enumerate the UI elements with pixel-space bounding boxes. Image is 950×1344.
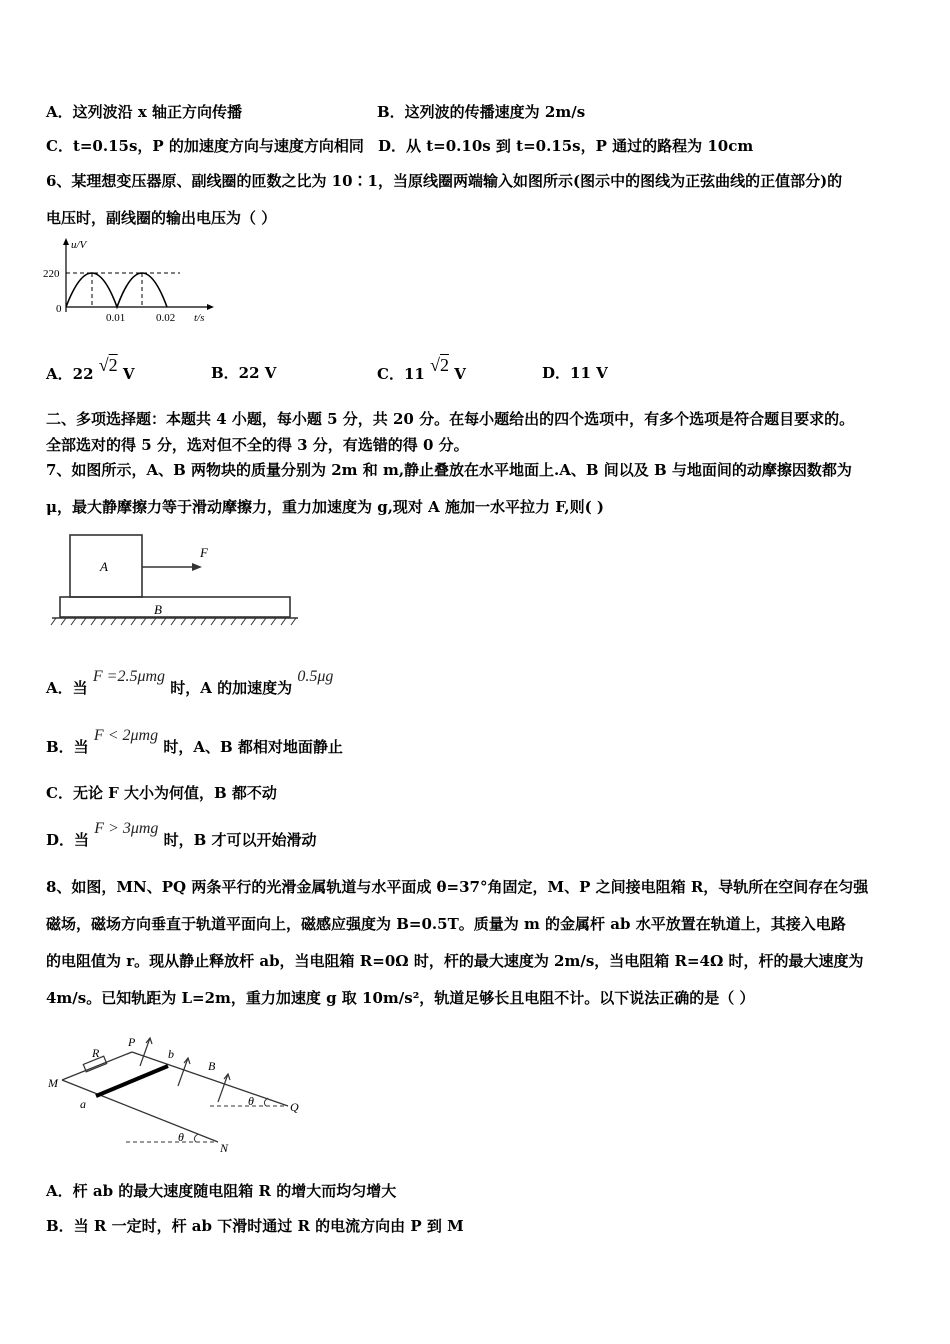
q5-option-b: B．这列波的传播速度为 2m/s bbox=[377, 103, 586, 121]
q8-rails-figure bbox=[40, 1030, 310, 1158]
q6-option-c-root: √2 bbox=[430, 355, 449, 375]
q6-option-b: B．22 V bbox=[211, 364, 277, 382]
q6-option-c bbox=[377, 355, 466, 384]
q6-option-c-unit: V bbox=[454, 365, 466, 383]
q7-option-d-formula: F > 3μmg bbox=[94, 820, 159, 837]
q6-option-d: D．11 V bbox=[542, 364, 608, 382]
q7-option-b-formula: F < 2μmg bbox=[93, 727, 159, 744]
q6-waveform bbox=[66, 273, 167, 307]
q7-label-a: A bbox=[100, 559, 108, 574]
q6-graph-origin: 0 bbox=[56, 303, 62, 315]
q6-option-a bbox=[46, 355, 135, 384]
q6-voltage-graph bbox=[40, 234, 220, 330]
q7-block-b bbox=[60, 597, 290, 617]
q7-option-d bbox=[46, 820, 317, 851]
q8-label-m: M bbox=[48, 1076, 58, 1090]
q8-label-r: R bbox=[92, 1046, 100, 1060]
q7-option-a-mid: 时，A 的加速度为 bbox=[170, 679, 293, 697]
q8-option-a: A．杆 ab 的最大速度随电阻箱 R 的增大而均匀增大 bbox=[46, 1182, 397, 1200]
q7-option-d-post: 时，B 才可以开始滑动 bbox=[163, 831, 317, 849]
q7-option-d-pre: D．当 bbox=[46, 831, 90, 849]
q7-option-a-formula: F =2.5μmg bbox=[92, 668, 166, 685]
q5-option-d: D．从 t=0.10s 到 t=0.15s，P 通过的路程为 10cm bbox=[378, 137, 754, 155]
q6-option-c-prefix: C．11 bbox=[377, 365, 425, 383]
q6-option-a-prefix: A．22 bbox=[46, 365, 94, 383]
q8-label-q: Q bbox=[290, 1100, 299, 1114]
q7-label-b: B bbox=[154, 602, 162, 617]
q6-graph-xtick2: 0.02 bbox=[156, 312, 176, 324]
q7-option-b-pre: B．当 bbox=[46, 738, 89, 756]
q8-label-field-b: B bbox=[208, 1059, 216, 1073]
q8-label-a-end: a bbox=[80, 1097, 86, 1111]
q8-label-theta-upper: θ bbox=[248, 1094, 254, 1108]
q8-stem-line4: 4m/s。已知轨距为 L=2m，重力加速度 g 取 10m/s²，轨道足够长且电阻不计。以下说法正确的是（ ） bbox=[46, 989, 755, 1007]
q8-label-theta-lower: θ bbox=[178, 1130, 184, 1144]
q6-graph-xtick1: 0.01 bbox=[106, 312, 126, 324]
q7-stem-line2: μ，最大静摩擦力等于滑动摩擦力，重力加速度为 g,现对 A 施加一水平拉力 F,则( ) bbox=[46, 498, 604, 516]
q8-stem-line2: 磁场，磁场方向垂直于轨道平面向上，磁感应强度为 B=0.5T。质量为 m 的金属杆 ab 水平放置在轨道上，其接入电路 bbox=[46, 915, 846, 933]
q6-graph-ytick: 220 bbox=[43, 268, 60, 280]
q7-option-a-formula2: 0.5μg bbox=[297, 668, 334, 685]
q6-graph-xlabel: t/s bbox=[194, 312, 205, 324]
q6-graph-ylabel: u/V bbox=[71, 239, 87, 251]
q8-label-p: P bbox=[128, 1035, 136, 1049]
q7-stem-line1: 7、如图所示，A、B 两物块的质量分别为 2m 和 m,静止叠放在水平地面上.A、B 间以及 B 与地面间的动摩擦因数都为 bbox=[46, 461, 852, 479]
q6-option-a-radicand: 2 bbox=[108, 355, 118, 375]
q7-blocks-figure bbox=[50, 530, 300, 630]
q6-option-a-root: √2 bbox=[98, 355, 118, 375]
q7-option-a bbox=[46, 668, 334, 699]
q8-option-b: B．当 R 一定时，杆 ab 下滑时通过 R 的电流方向由 P 到 M bbox=[46, 1217, 464, 1235]
q6-option-a-unit: V bbox=[122, 365, 135, 383]
section2-heading-line2: 全部选对的得 5 分，选对但不全的得 3 分，有选错的得 0 分。 bbox=[46, 436, 469, 454]
q8-label-b-end: b bbox=[168, 1047, 174, 1061]
q6-stem-line1: 6、某理想变压器原、副线圈的匝数之比为 10∶1，当原线圈两端输入如图所示(图示中的图线为正弦曲线的正值部分)的 bbox=[46, 172, 843, 190]
q8-stem-line1: 8、如图，MN、PQ 两条平行的光滑金属轨道与水平面成 θ=37°角固定，M、P 之间接电阻箱 R，导轨所在空间存在匀强 bbox=[46, 878, 869, 896]
q7-label-f: F bbox=[200, 545, 208, 560]
q8-label-n: N bbox=[220, 1141, 229, 1155]
q7-option-a-pre: A．当 bbox=[46, 679, 88, 697]
q8-stem-line3: 的电阻值为 r。现从静止释放杆 ab，当电阻箱 R=0Ω 时，杆的最大速度为 2m/s，当电阻箱 R=4Ω 时，杆的最大速度为 bbox=[46, 952, 864, 970]
q7-option-b bbox=[46, 727, 343, 758]
q7-option-c: C．无论 F 大小为何值，B 都不动 bbox=[46, 784, 277, 802]
q7-option-b-post: 时，A、B 都相对地面静止 bbox=[163, 738, 343, 756]
q6-option-c-radicand: 2 bbox=[439, 355, 449, 375]
q5-option-a: A．这列波沿 x 轴正方向传播 bbox=[46, 103, 243, 121]
q8-rod-ab bbox=[96, 1066, 168, 1096]
q5-option-c: C．t=0.15s，P 的加速度方向与速度方向相同 bbox=[46, 137, 364, 155]
section2-heading-line1: 二、多项选择题：本题共 4 小题，每小题 5 分，共 20 分。在每小题给出的四个选项中，有多个选项是符合题目要求的。 bbox=[46, 410, 855, 428]
q6-stem-line2: 电压时，副线圈的输出电压为（ ） bbox=[46, 209, 277, 227]
